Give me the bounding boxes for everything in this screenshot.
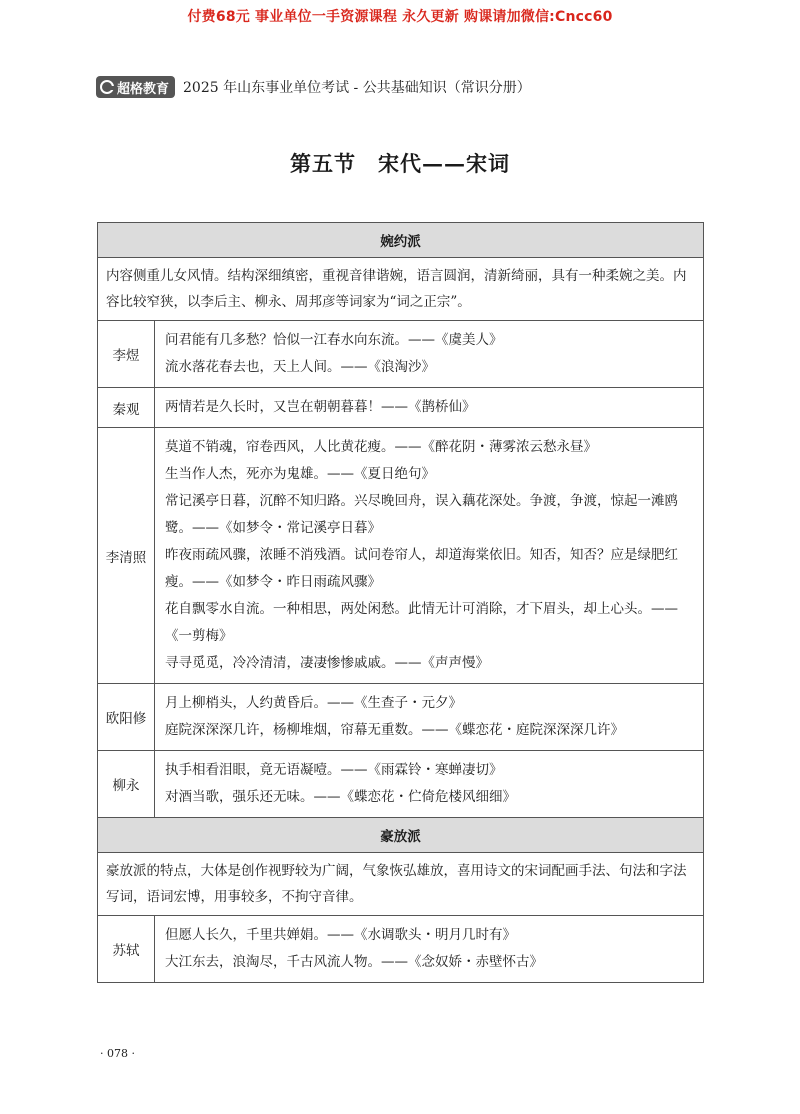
poet-name: 柳永 [98, 751, 155, 818]
poet-lines [155, 916, 704, 983]
verse-line: 寻寻觅觅，冷冷清清，凄凄惨惨戚戚。——《声声慢》 [165, 655, 489, 671]
group-header-row [98, 223, 704, 258]
page-header [96, 76, 531, 98]
verse-line: 花自飘零水自流。一种相思，两处闲愁。此情无计可消除，才下眉头，却上心头。——《一剪梅》 [165, 601, 678, 644]
poet-row [98, 916, 704, 983]
verse-line: 执手相看泪眼，竟无语凝噎。——《雨霖铃・寒蝉凄切》 [165, 762, 503, 778]
poet-row [98, 684, 704, 751]
verse-line: 两情若是久长时，又岂在朝朝暮暮！——《鹊桥仙》 [165, 399, 476, 415]
logo-icon [100, 80, 114, 94]
verse-line: 问君能有几多愁？恰似一江春水向东流。——《虞美人》 [165, 332, 503, 348]
poet-name: 秦观 [98, 388, 155, 428]
group-description-row [98, 258, 704, 321]
verse-line: 莫道不销魂，帘卷西风，人比黄花瘦。——《醉花阴・薄雾浓云愁永昼》 [165, 439, 597, 455]
brand-logo [96, 76, 175, 98]
verse-line: 常记溪亭日暮，沉醉不知归路。兴尽晚回舟，误入藕花深处。争渡，争渡，惊起一滩鸥鹭。——《如梦令・常记溪亭日暮》 [165, 493, 678, 536]
verse-line: 昨夜雨疏风骤，浓睡不消残酒。试问卷帘人，却道海棠依旧。知否，知否？应是绿肥红瘦。——《如梦令・昨日雨疏风骤》 [165, 547, 678, 590]
poet-lines [155, 388, 704, 428]
poet-name: 李清照 [98, 428, 155, 684]
header-title: 2025 年山东事业单位考试 - 公共基础知识（常识分册） [183, 80, 531, 96]
group-description-wanyue: 内容侧重儿女风情。结构深细缜密，重视音律谐婉，语言圆润，清新绮丽，具有一种柔婉之美。内容比较窄狭，以李后主、柳永、周邦彦等词家为“词之正宗”。 [98, 258, 704, 321]
poet-lines [155, 684, 704, 751]
poet-name: 李煜 [98, 321, 155, 388]
group-description-row [98, 853, 704, 916]
group-header-row [98, 818, 704, 853]
verse-line: 但愿人长久，千里共婵娟。——《水调歌头・明月几时有》 [165, 927, 516, 943]
poet-row [98, 751, 704, 818]
watermark-banner: 付费68元 事业单位一手资源课程 永久更新 购课请加微信:Cncc60 [187, 9, 613, 25]
group-description-haofang: 豪放派的特点，大体是创作视野较为广阔，气象恢弘雄放，喜用诗文的宋词配画手法、句法和字法写词，语词宏博，用事较多，不拘守音律。 [98, 853, 704, 916]
poet-name: 欧阳修 [98, 684, 155, 751]
verse-line: 大江东去，浪淘尽，千古风流人物。——《念奴娇・赤壁怀古》 [165, 954, 543, 970]
section-title: 第五节 宋代——宋词 [290, 151, 510, 176]
song-ci-table [97, 222, 704, 983]
poet-row [98, 428, 704, 684]
poet-lines [155, 428, 704, 684]
group-title-haofang: 豪放派 [98, 818, 704, 853]
logo-text: 超格教育 [117, 81, 170, 97]
poet-name: 苏轼 [98, 916, 155, 983]
poet-row [98, 321, 704, 388]
group-title-wanyue: 婉约派 [98, 223, 704, 258]
verse-line: 月上柳梢头，人约黄昏后。——《生查子・元夕》 [165, 695, 462, 711]
poet-lines [155, 321, 704, 388]
poet-row [98, 388, 704, 428]
verse-line: 庭院深深深几许，杨柳堆烟，帘幕无重数。——《蝶恋花・庭院深深深几许》 [165, 722, 624, 738]
verse-line: 对酒当歌，强乐还无味。——《蝶恋花・伫倚危楼风细细》 [165, 789, 516, 805]
poet-lines [155, 751, 704, 818]
page-number: · 078 · [100, 1047, 135, 1060]
verse-line: 生当作人杰，死亦为鬼雄。——《夏日绝句》 [165, 466, 435, 482]
verse-line: 流水落花春去也，天上人间。——《浪淘沙》 [165, 359, 435, 375]
